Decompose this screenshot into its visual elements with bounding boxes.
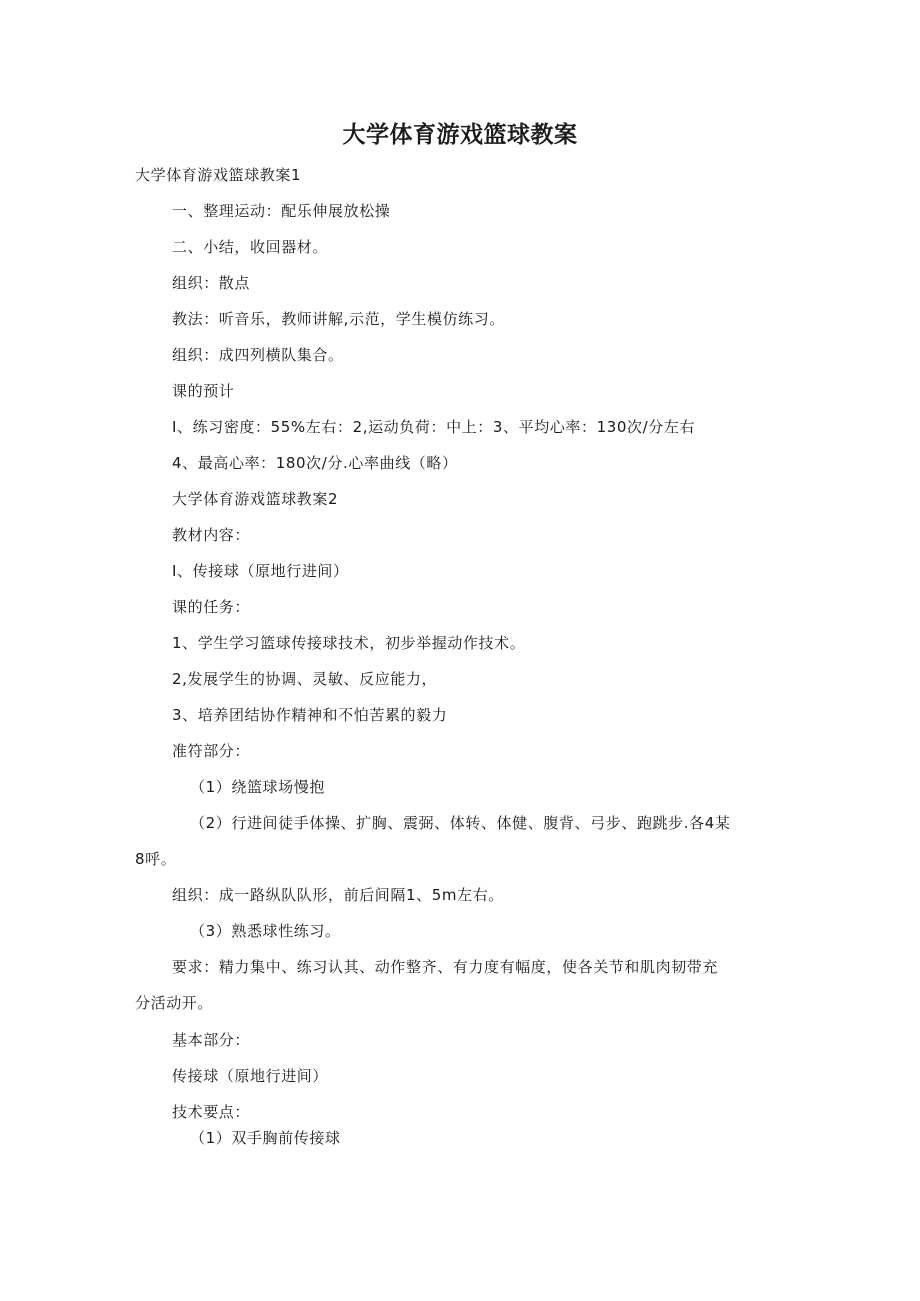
paragraph-line-continued: 8呼。: [135, 850, 177, 868]
paragraph-line: 技术要点：: [172, 1103, 251, 1121]
paragraph-line: I、传接球（原地行进间）: [172, 562, 349, 580]
paragraph-line: I、练习密度：55%左右：2,运动负荷：中上：3、平均心率：130次/分左右: [172, 418, 696, 436]
paragraph-line: （2）行进间徒手体操、扩胸、震弼、体转、体健、腹背、弓步、跑跳步.各4某: [190, 814, 731, 832]
paragraph-line: 1、学生学习篮球传接球技术，初步举握动作技术。: [172, 634, 526, 652]
paragraph-line: 组织：成一路纵队队形，前后间隔1、5m左右。: [172, 886, 504, 904]
section-heading-1: 大学体育游戏篮球教案1: [135, 166, 302, 184]
paragraph-line: 组织：散点: [172, 274, 251, 292]
paragraph-line: 课的任务：: [172, 598, 251, 616]
paragraph-line: （1）双手胸前传接球: [190, 1129, 341, 1147]
paragraph-line: 准符部分：: [172, 742, 251, 760]
paragraph-line-continued: 分活动开。: [135, 994, 214, 1012]
paragraph-line: 课的预计: [172, 382, 235, 400]
paragraph-line: 传接球（原地行进间）: [172, 1067, 329, 1085]
paragraph-line: （1）绕篮球场慢抱: [190, 778, 325, 796]
paragraph-line: 2,发展学生的协调、灵敏、反应能力，: [172, 670, 438, 688]
paragraph-block: [172, 957, 812, 977]
paragraph-block: [190, 813, 830, 833]
section-heading-2: 大学体育游戏篮球教案2: [172, 490, 339, 508]
paragraph-line: 4、最高心率：180次/分.心率曲线（略）: [172, 454, 458, 472]
paragraph-line: 一、整理运动：配乐伸展放松操: [172, 202, 391, 220]
paragraph-line: 基本部分：: [172, 1031, 251, 1049]
paragraph-line: 二、小结，收回器材。: [172, 238, 329, 256]
paragraph-line: 3、培养团结协作精神和不怕苦累的毅力: [172, 706, 448, 724]
paragraph-line: 教材内容：: [172, 526, 251, 544]
paragraph-line: 教法：听音乐，教师讲解,示范，学生模仿练习。: [172, 310, 505, 328]
paragraph-line: （3）熟悉球性练习。: [190, 922, 341, 940]
paragraph-line: 组织：成四列横队集合。: [172, 346, 344, 364]
document-title: 大学体育游戏篮球教案: [342, 122, 578, 148]
paragraph-line: 要求：精力集中、练习认其、动作整齐、有力度有幅度，使各关节和肌肉韧带充: [172, 958, 719, 976]
